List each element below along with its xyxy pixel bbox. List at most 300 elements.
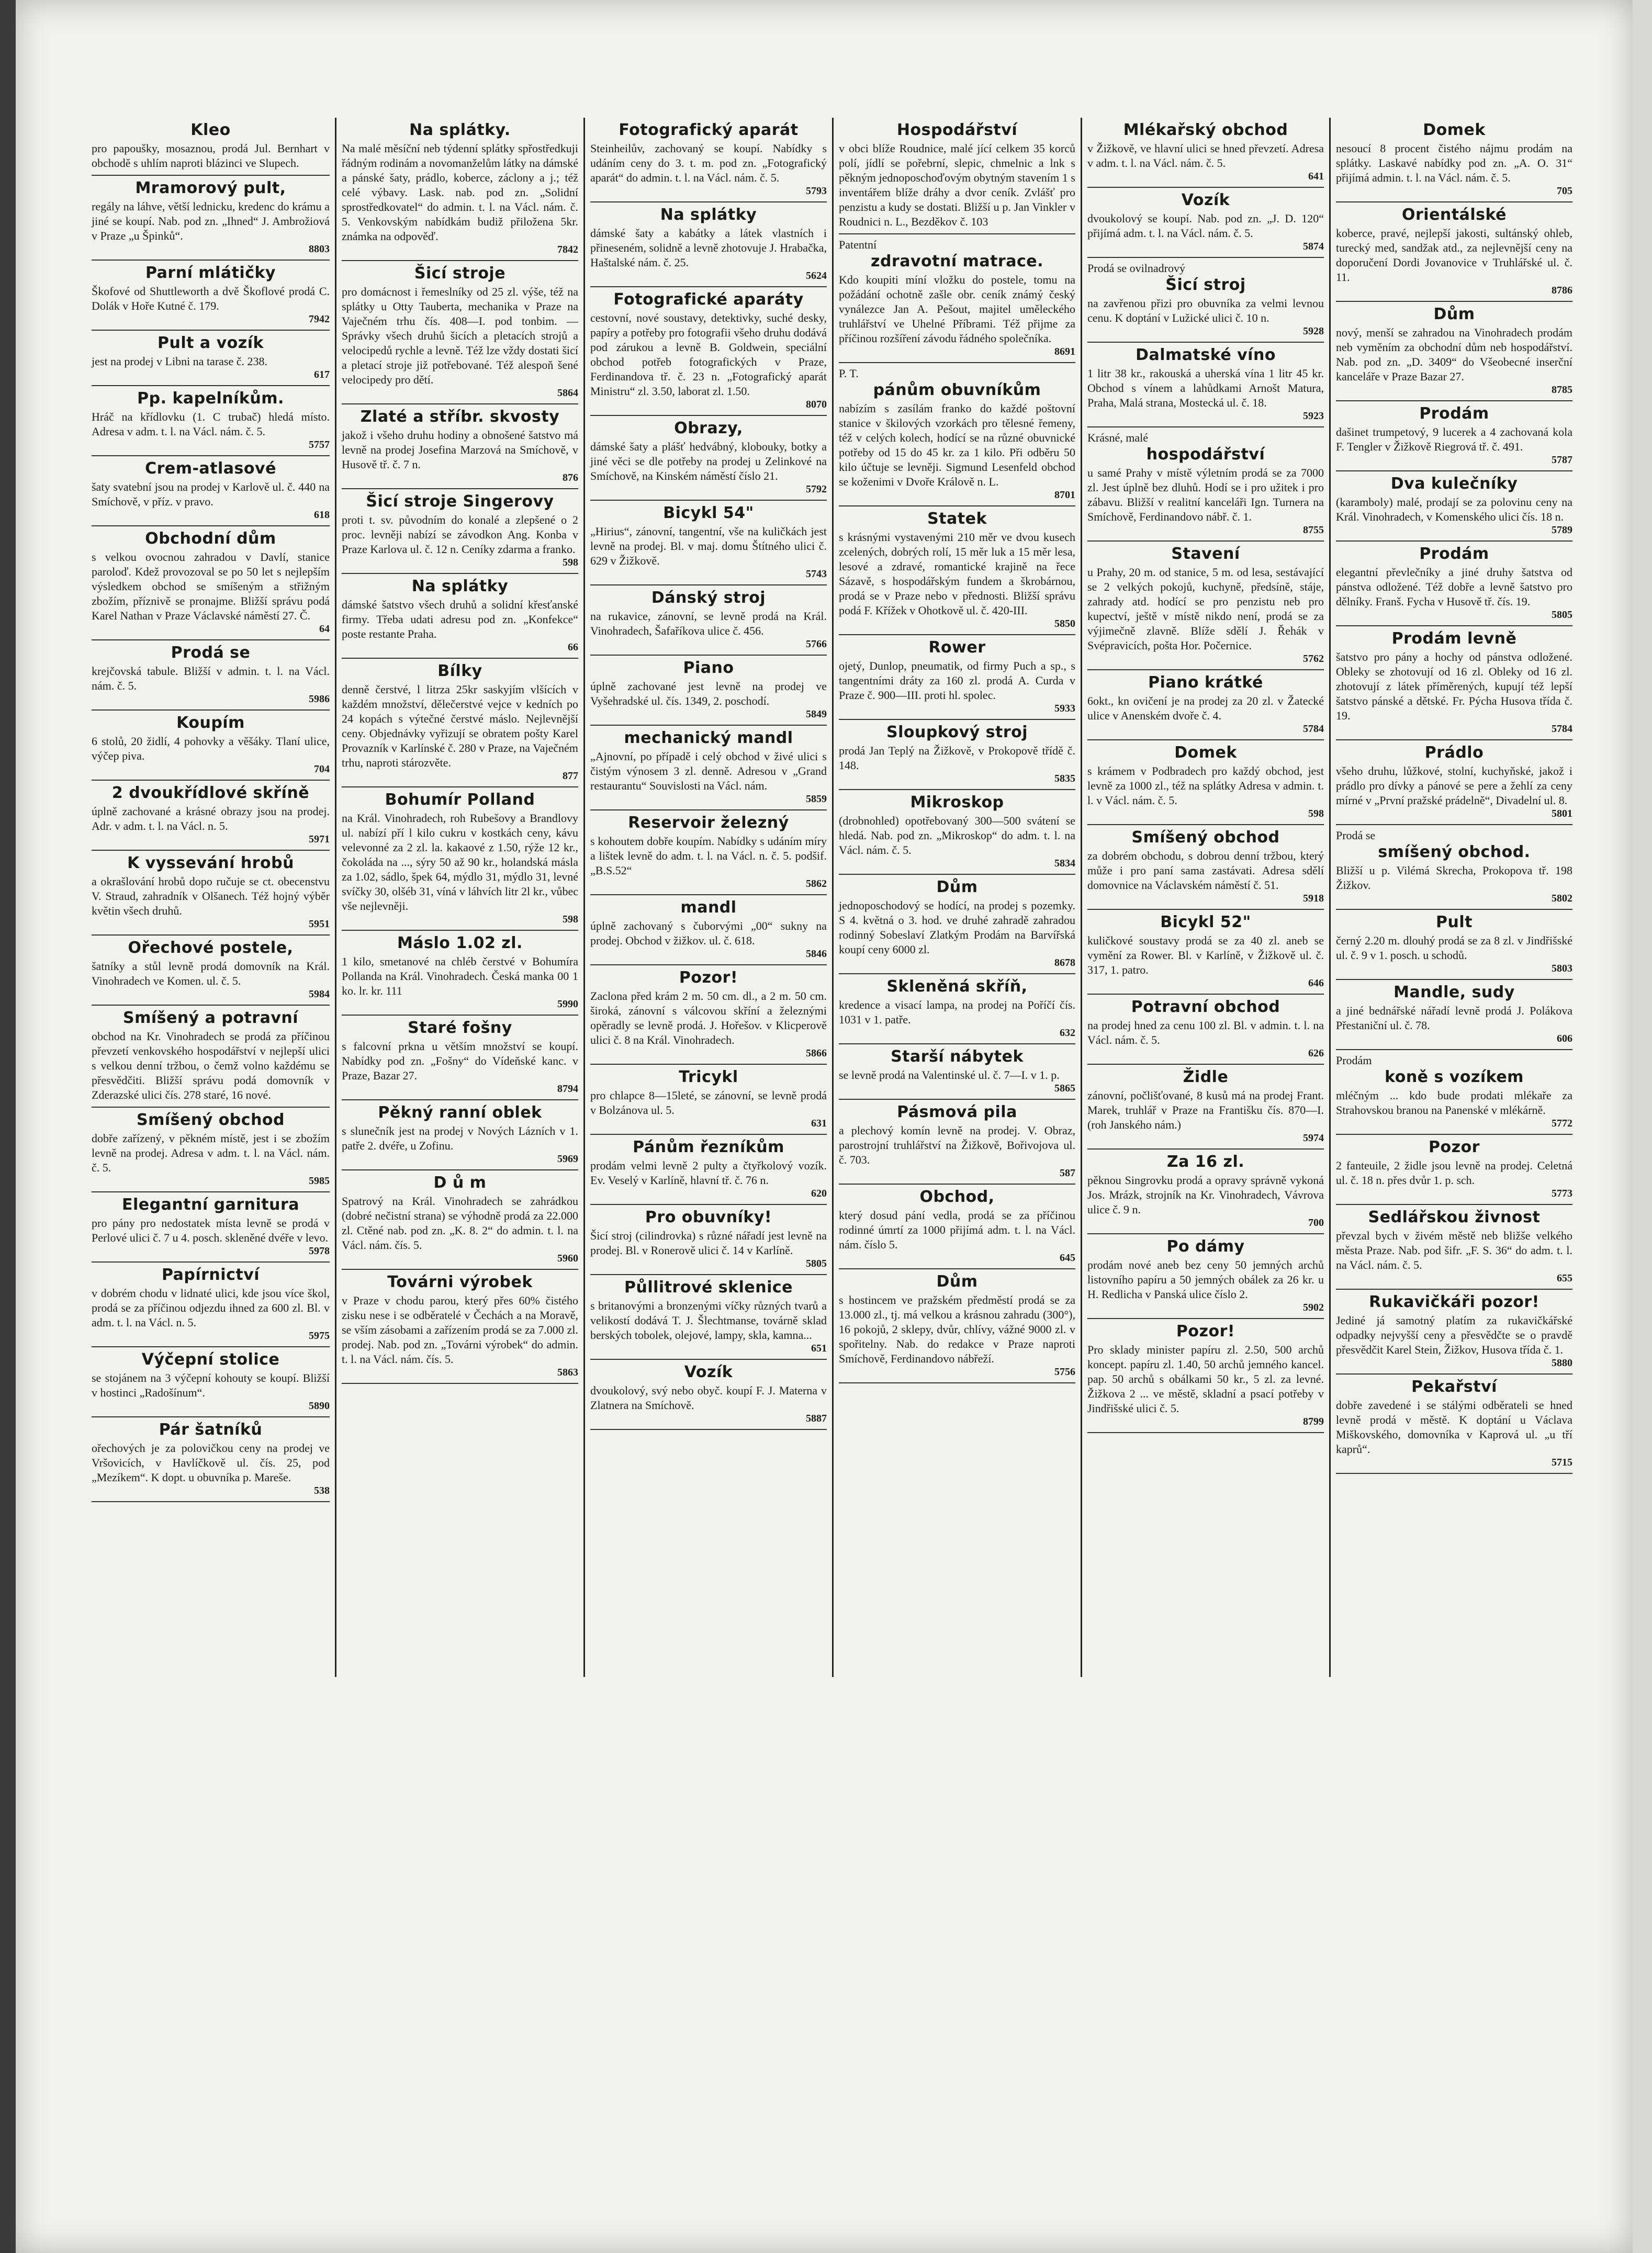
classified-ad	[342, 118, 578, 261]
ad-title: Pár šatníků	[159, 1421, 263, 1439]
ad-number: 5624	[806, 270, 827, 281]
ad-number: 5784	[1552, 723, 1572, 735]
ad-text: „Ajnovní, po případě i celý obchod v živé ulici s čistým výnosem 3 zl. denně. Adresou v „Grand restaurantu“ Souvislosti na Václ. nám.	[590, 750, 827, 792]
classified-ad	[342, 1016, 578, 1100]
ad-text: ojetý, Dunlop, pneumatik, od firmy Puch a sp., s tangentními dráty za 160 zl. prodá A. Curda v Praze č. 900—III. proti hl. spolec.	[839, 659, 1075, 702]
ad-text: dobře zavedené i se stálými odběrateli se hned levně prodá v městě. K doptání u Václava Miškovského, domovníka v Kaprová ul. „u tří kaprů“.	[1336, 1399, 1572, 1456]
ad-title: koně s vozíkem	[1385, 1068, 1524, 1086]
ad-number: 5846	[806, 948, 827, 960]
ad-text: denně čerstvé, l litrza 25kr saskyjím vlšících v každém množství, dělečerstvé vejce v kedních po 24 kopách s výtečné čerstvé máslo. Nejlevnější ceny. Objednávky vyřizují se obratem pošty Karel Provazník v Karlínské č. 280 v Praze, na Vaječném trhu, naproti stározvěte.	[342, 683, 578, 769]
ad-number: 5984	[309, 988, 330, 1000]
classified-ad	[839, 1044, 1075, 1100]
ad-text: Hráč na křídlovku (1. C trubač) hledá místo. Adresa v adm. t. l. na Václ. nám. č. 5.	[92, 410, 330, 438]
ad-text: na Král. Vinohradech, roh Rubešovy a Brandlovy ul. nabízí pří l kilo cukru v kostkách ceny, kávu velevonné za 2 zl. la. kakaové z 1.50, rýže 12 kr., čokoláda na ..., sýry 50 až 90 kr., holandská másla za 1.02, sádlo, špek 64, mýdlo 31, mýdlo 31, levné svíčky 30, olšéb 31, víná v láhvích litr 2l kr., vůbec vše nejlevněji.	[342, 812, 578, 913]
ad-title: hospodářství	[1146, 445, 1265, 464]
classified-ad	[342, 574, 578, 659]
ad-title: Továrni výrobek	[387, 1273, 533, 1291]
classified-ad	[92, 1006, 330, 1108]
ad-number: 5918	[1303, 893, 1324, 904]
ad-text: na prodej hned za cenu 100 zl. Bl. v admin. t. l. na Václ. nám. č. 5.	[1087, 1019, 1324, 1046]
ad-number: 876	[563, 472, 578, 483]
classified-ad	[92, 331, 330, 386]
classified-ad	[1336, 740, 1572, 825]
ad-text: nabízím s zasílám franko do každé poštovní stanice v škilových vzorkách pro tělesné řemeny, též v celých kolech, hodící se na různé obuvnické potřeby od 15 do 45 kr. za 1 kilo. Při odběru 50 kilo účtuje se levněji. Sigmund Lesenfeld obchod se koženimi v Dvoře Králově n. L.	[839, 402, 1075, 488]
classified-ad	[92, 1347, 330, 1417]
ad-text: Na malé měsíční neb týdenní splátky spřostředkuji řádným rodinám a novomanželům látky na dámské a pánské šaty, prádlo, koberce, záclony a j.; též celé výbavy. Lask. nab. pod zn. „Solidní sprostředkovatel“ do admin. t. l. na Václ. nám. č. 5. Venkovským nabídkám budiž přiložena 5kr. známka na odpověď.	[342, 142, 578, 243]
ad-title: Dům	[936, 1272, 978, 1291]
ad-number: 5784	[1303, 723, 1324, 735]
classified-ad	[1087, 542, 1324, 670]
classified-ad	[590, 501, 827, 585]
ad-number: 618	[314, 509, 330, 521]
classified-ad	[590, 1205, 827, 1275]
classified-ad	[839, 790, 1075, 875]
ad-title: Pult	[1436, 913, 1473, 931]
ad-text: dámské šaty a kabátky a látek vlastních i přineseném, solidně a levně zhotovuje J. Hrabačka, Haštalské nám. č. 25.	[590, 227, 827, 269]
classified-ad	[1087, 670, 1324, 740]
classified-ad	[1087, 740, 1324, 825]
classified-ad	[92, 526, 330, 640]
ad-title: Šicí stroj	[1165, 276, 1246, 294]
classified-ad	[590, 726, 827, 810]
ad-text: na rukavice, zánovní, se levně prodá na Král. Vinohradech, Šafaříkova ulice č. 456.	[590, 610, 827, 637]
ad-number: 705	[1557, 185, 1572, 197]
ad-number: 641	[1308, 171, 1324, 182]
classified-ad	[839, 234, 1075, 363]
classified-ad	[839, 1269, 1075, 1383]
ad-number: 5835	[1054, 773, 1075, 784]
ad-title: Fotografické aparáty	[613, 290, 804, 309]
ad-number: 5902	[1303, 1302, 1324, 1313]
ad-number: 5762	[1303, 653, 1324, 664]
ad-title: Bicykl 52"	[1160, 913, 1251, 931]
ad-text: s kohoutem dobře koupím. Nabídky s udáním míry a lištek levně do adm. t. l. na Václ. n. č. 5. podšif. „B.S.52“	[590, 835, 827, 877]
ad-title: Orientálské	[1401, 206, 1507, 224]
ad-text: dámské šaty a plášť hedvábný, klobouky, botky a jiné věci se dle potřeby na prodej u Zelinkové na Smíchově, na Kinském náměstí číslo 21.	[590, 440, 827, 482]
ad-title: Reservoir železný	[628, 814, 789, 832]
ad-title: Pásmová pila	[897, 1103, 1017, 1121]
ad-title: Obchod,	[919, 1188, 995, 1206]
ad-title: Na splátky	[660, 206, 757, 224]
ad-text: Kdo koupiti míní vložku do postele, tomu na požádání ochotně zašle obr. ceník známý český vynálezce Jan A. Pešout, majitel uměleckého truhlářství ve Uhelné Příbrami. Též přijme za příčinou rozšíření závodu řádného společníka.	[839, 273, 1075, 345]
ad-text: dámské šatstvo všech druhů a solidní křesťanské firmy. Třeba udati adresu pod zn. „Konfekce“ poste restante Praha.	[342, 598, 578, 640]
ad-title: Fotografický aparát	[619, 121, 799, 139]
ad-text: 6okt., kn ovičení je na prodej za 20 zl. v Žatecké ulice v Anenském dvoře č. 4.	[1087, 694, 1324, 722]
classified-ad	[342, 1270, 578, 1384]
classified-ad	[839, 720, 1075, 790]
ad-text: převzal bych v živém městě neb bližše velkého města Praze. Nab. pod šifr. „F. S. 36“ do adm. t. l. na Václ. nám. č. 5.	[1336, 1229, 1572, 1271]
ad-pretitle: Prodá se	[1336, 829, 1376, 842]
ad-number: 626	[1308, 1047, 1324, 1059]
ad-number: 5951	[309, 918, 330, 930]
ad-title: Stavení	[1171, 545, 1240, 563]
ad-title: Ořechové postele,	[128, 939, 294, 957]
ad-text: na zavřenou přizi pro obuvníka za velmi levnou cenu. K doptání v Lužické ulici č. 10 n.	[1087, 297, 1324, 324]
ad-title: Statek	[927, 510, 987, 528]
ad-number: 8691	[1054, 346, 1075, 357]
ad-title: Na splátky.	[409, 121, 511, 139]
ad-number: 606	[1557, 1033, 1572, 1044]
ad-text: koberce, pravé, nejlepší jakosti, sultánský ohleb, turecký med, sandžak atd., za nejlevnější ceny na doporučení Dordi Jovanovice v Truhlářské ul. č. 11.	[1336, 227, 1572, 284]
ad-text: dobře zařízený, v pěkném místě, jest i se zbožím levně na prodej. Adresa v adm. t. l. na Václ. nám. č. 5.	[92, 1132, 330, 1174]
ad-text: a okrašlování hrobů dopo ručuje se ct. obecenstvu V. Straud, zahradník v Olšanech. Též hojný výběr květin všech druhů.	[92, 875, 330, 917]
ad-number: 5849	[806, 708, 827, 720]
ad-number: 8070	[806, 399, 827, 410]
ad-text: jest na prodej v Libni na tarase č. 238.	[92, 355, 268, 368]
classified-ad	[590, 416, 827, 501]
classified-ad	[1336, 1135, 1572, 1205]
ad-number: 5805	[806, 1258, 827, 1269]
ad-text: pěknou Singrovku prodá a opravy správně vykoná Jos. Mrázk, strojník na Kr. Vinohradech, Vávrova ulice č. 9 n.	[1087, 1174, 1324, 1216]
ad-pretitle: Prodá se ovilnadrový	[1087, 262, 1185, 275]
classified-ad	[342, 1100, 578, 1170]
column-4	[832, 118, 1081, 1677]
ad-number: 66	[568, 641, 578, 653]
ad-title: Smíšený obchod	[1131, 828, 1280, 847]
classified-ad	[1087, 1150, 1324, 1234]
ad-number: 5787	[1552, 454, 1572, 466]
ad-title: Židle	[1183, 1068, 1229, 1086]
ad-text: 1 litr 38 kr., rakouská a uherská vína 1 litr 45 kr. Obchod s vínem a lahůdkami Arnošt Matura, Praha, Malá strana, Mostecká ul. č. 18.	[1087, 367, 1324, 409]
classified-ad	[1336, 1290, 1572, 1375]
ad-title: Obchodní dům	[145, 530, 276, 548]
ad-text: zánovní, počlišťované, 8 kusů má na prodej Frant. Marek, truhlář v Praze na Františku čís. 870—I. (roh Janského nám.)	[1087, 1089, 1324, 1131]
ad-title: Pp. kapelníkům.	[137, 389, 284, 408]
ad-text: se levně prodá na Valentinské ul. č. 7—I. v 1. p.	[839, 1068, 1060, 1082]
ad-number: 5923	[1303, 410, 1324, 422]
ad-title: mandl	[680, 898, 737, 917]
ad-title: Staré fošny	[408, 1019, 512, 1037]
ad-text: Zaclona před krám 2 m. 50 cm. dl., a 2 m. 50 cm. široká, zánovní s válcovou skříní a železnými opěradly se levně prodá. J. Hořešov. v Klicperově ulici č. 8 na Král. Vinohradech.	[590, 989, 827, 1046]
ad-title: Koupím	[176, 714, 245, 732]
classified-ad	[342, 931, 578, 1016]
ad-title: Půllitrové sklenice	[624, 1278, 793, 1297]
classified-ad	[1336, 471, 1572, 542]
ad-number: 877	[563, 770, 578, 782]
ad-number: 8785	[1552, 384, 1572, 396]
ad-text: úplně zachované jest levně na prodej ve Vyšehradské ul. čís. 1349, 2. poschodí.	[590, 680, 827, 707]
ad-number: 5802	[1552, 893, 1572, 904]
ad-number: 5874	[1303, 241, 1324, 252]
ad-text: dvoukolový se koupí. Nab. pod zn. „J. D. 120“ přijímá adm. t. l. na Václ. nám. č. 5.	[1087, 212, 1324, 240]
ad-number: 5859	[806, 793, 827, 805]
ad-title: Papírnictví	[161, 1266, 260, 1284]
classified-ad	[1336, 401, 1572, 471]
ad-text: za dobrém obchodu, s dobrou denní tržbou, který může i pro paní sama zastávati. Adresa sdělí domovnice na Václavském náměstí č. 51.	[1087, 849, 1324, 892]
ad-text: dvoukolový, svý nebo obyč. koupí F. J. Materna v Zlatnera na Smíchově.	[590, 1384, 827, 1412]
classified-ad	[1336, 1205, 1572, 1290]
ad-title: Pozor!	[1176, 1322, 1235, 1340]
ad-number: 5978	[309, 1245, 330, 1257]
ad-text: Pro sklady minister papíru zl. 2.50, 500 archů koncept. papíru zl. 1.40, 50 archů jemného kancel. pap. 50 archů s obálkami 50 kr., 5 zl. za levné. Žižkova 2 ... ve městě, skladní a psací potřeby v Jindřišské ulici č. 5.	[1087, 1343, 1324, 1415]
ad-number: 5803	[1552, 963, 1572, 974]
ad-number: 5974	[1303, 1132, 1324, 1144]
ad-text: dašinet trumpetový, 9 lucerek a 4 zachovaná kola F. Tengler v Žižkově Riegrová tř. č. 491.	[1336, 425, 1572, 453]
classified-ad	[839, 1100, 1075, 1185]
classified-ad	[839, 118, 1075, 234]
classified-ad	[1087, 188, 1324, 258]
ad-number: 8794	[557, 1083, 578, 1095]
ad-number: 704	[314, 763, 330, 775]
ad-title: pánům obuvníkům	[873, 381, 1041, 399]
classified-ad	[92, 851, 330, 936]
ad-number: 5756	[1054, 1366, 1075, 1378]
classified-ad	[92, 1417, 330, 1502]
classified-ad	[342, 659, 578, 787]
classified-ad	[92, 118, 330, 176]
ad-text: Jediné já samotný platím za rukavičkářské odpadky nejvyšší ceny a přesvědčte se o pravdě přesvědčit Karel Stein, Žižkov, Husova třída č. 1.	[1336, 1314, 1572, 1356]
ad-title: Vozík	[684, 1363, 733, 1381]
ad-number: 8678	[1054, 957, 1075, 968]
ad-title: Mramorový pult,	[135, 179, 286, 197]
ad-number: 5805	[1552, 609, 1572, 621]
classified-ad	[1336, 910, 1572, 980]
ad-number: 5792	[806, 483, 827, 495]
ad-number: 5866	[806, 1047, 827, 1059]
ad-title: Šicí stroje	[414, 264, 506, 283]
ad-text: nesoucí 8 procent čistého nájmu prodám na splátky. Laskavé nabídky pod zn. „A. O. 31“ přijímá admin. t. l. na Václ. nám. č. 5.	[1336, 142, 1572, 184]
ad-title: Piano	[683, 659, 734, 677]
ad-text: cestovní, nové soustavy, detektivky, suché desky, papíry a potřeby pro fotografii všeho druhu dodává pod zárukou a levně B. Goldwein, speciální obchod potřeb fotografických v Praze, Ferdinandova tř. č. 23 n. „Fotografický aparát Ministru“ zl. 3.50, laborat zl. 1.50.	[590, 311, 827, 398]
column-1	[86, 118, 335, 1677]
ad-text: s falcovní prkna u větším množství se koupí. Nabídky pod zn. „Fošny“ do Vídeňské kanc. v Praze, Bazar 27.	[342, 1040, 578, 1082]
classified-ad	[839, 363, 1075, 506]
ad-number: 7842	[557, 244, 578, 255]
ad-text: „Hirius“, zánovní, tangentní, vše na kuličkách jest levně na prodej. Bl. v maj. domu Štítného ulici č. 629 v Žižkově.	[590, 525, 827, 567]
ad-text: s hostincem ve pražském předměstí prodá se za 13.000 zl., tj. má velkou a krásnou zahradu (300°), 16 pokojů, 2 sklepy, dvůr, chlívy, vážné 9000 zl. v spořitelny. Nab. do redakce v Praze naproti Smíchově, Ferdinandovo nábřeží.	[839, 1293, 1075, 1365]
ad-text: 6 stolů, 20 židlí, 4 pohovky a věšáky. Tlaní ulice, výčep piva.	[92, 735, 330, 762]
ad-number: 8803	[309, 243, 330, 255]
ad-text: úplně zachované a krásné obrazy jsou na prodej. Adr. v adm. t. l. na Václ. n. 5.	[92, 805, 330, 832]
classified-ad	[342, 404, 578, 489]
classified-ad	[92, 1263, 330, 1347]
ad-title: D ů m	[433, 1174, 487, 1192]
ad-text: v Žižkově, ve hlavní ulici se hned převzetí. Adresa v adm. t. l. na Václ. nám. č. 5.	[1087, 142, 1324, 170]
classified-ad	[590, 118, 827, 202]
ad-number: 620	[811, 1188, 827, 1199]
ad-text: prodám nové aneb bez ceny 50 jemných archů listovního papíru a 50 jemných obálek za 26 kr. u H. Redlicha v Panská ulice číslo 2.	[1087, 1258, 1324, 1301]
classified-ad	[1087, 118, 1324, 188]
ad-title: Pult a vozík	[158, 334, 264, 352]
classified-ad	[839, 635, 1075, 720]
classified-columns	[86, 118, 1578, 1677]
ad-number: 5801	[1552, 808, 1572, 819]
ad-title: Dům	[1433, 305, 1475, 323]
ad-text: černý 2.20 m. dlouhý prodá se za 8 zl. v Jindřišské ul. č. 9 v 1. posch. u schodů.	[1336, 934, 1572, 962]
ad-title: Hospodářství	[896, 121, 1018, 139]
ad-title: Obrazy,	[674, 419, 743, 437]
ad-text: kuličkové soustavy prodá se za 40 zl. aneb se vymění za Rower. Bl. v Karlíně, v Žižkově ul. č. 317, 1. patro.	[1087, 934, 1324, 976]
ad-number: 5715	[1552, 1457, 1572, 1468]
ad-number: 5865	[1054, 1083, 1075, 1094]
ad-title: Za 16 zl.	[1166, 1153, 1245, 1171]
ad-title: mechanický mandl	[624, 729, 793, 747]
ad-number: 598	[1308, 808, 1324, 819]
ad-title: Pozor	[1429, 1138, 1480, 1156]
ad-number: 645	[1060, 1252, 1075, 1264]
ad-number: 64	[319, 623, 330, 635]
classified-ad	[1336, 118, 1572, 202]
ad-title: Smíšený a potravní	[122, 1009, 299, 1027]
classified-ad	[92, 261, 330, 331]
ad-title: Skleněná skříň,	[886, 977, 1028, 996]
ad-title: Mlékařský obchod	[1123, 121, 1288, 139]
classified-ad	[1336, 202, 1572, 302]
ad-title: Dům	[936, 878, 978, 896]
classified-ad	[839, 974, 1075, 1044]
classified-ad	[1087, 1065, 1324, 1150]
column-5	[1081, 118, 1329, 1677]
classified-ad	[1087, 825, 1324, 910]
ad-number: 646	[1308, 977, 1324, 989]
ad-title: Dánský stroj	[651, 589, 766, 607]
page-edge-shadow	[0, 0, 16, 2253]
ad-title: Sloupkový stroj	[886, 723, 1028, 741]
ad-title: Bílky	[437, 662, 482, 680]
classified-ad	[1087, 1234, 1324, 1319]
classified-ad	[92, 456, 330, 526]
ad-text: u Prahy, 20 m. od stanice, 5 m. od lesa, sestávající se 2 velkých pokojů, kuchyně, předsíně, stáje, zahrady atd. hodící se pro penzistu neb pro kupectví, ještě v místě nikdo není, prodá se za výjimečně zlavně. Blíže sdělí J. Řehák v Svépravicích, pošta Hor. Počernice.	[1087, 566, 1324, 652]
ad-text: v Praze v chodu parou, který přes 60% čistého zisku nese i se odběratelé v Čechách a na Moravě, se vším zásobami a zařízením prodá se za 7.000 zl. prodej. Nab. pod zn. „Továrni výrobek“ do admin. t. l. na Václ. nám. čís. 5.	[342, 1294, 578, 1366]
ad-text: krejčovská tabule. Bližší v admin. t. l. na Václ. nám. č. 5.	[92, 664, 330, 692]
ad-title: Crem-atlasové	[145, 459, 276, 478]
ad-number: 655	[1557, 1272, 1572, 1284]
ad-number: 700	[1308, 1217, 1324, 1229]
classified-ad	[590, 810, 827, 895]
ad-number: 5975	[309, 1330, 330, 1342]
ad-text: Šicí stroj (cilindrovka) s různé nářadí jest levně na prodej. Bl. v Ronerově ulici č. 14 v Karlíně.	[590, 1229, 827, 1257]
ad-number: 5793	[806, 185, 827, 197]
ad-number: 5834	[1054, 858, 1075, 869]
ad-number: 5743	[806, 568, 827, 580]
ad-text: Steinheilův, zachovaný se koupí. Nabídky s udáním ceny do 3. t. m. pod zn. „Fotografický aparát“ do admin. t. l. na Václ. nám. č. 5.	[590, 142, 827, 184]
ad-number: 587	[1060, 1167, 1075, 1179]
ad-number: 651	[811, 1343, 827, 1354]
ad-text: kredence a visací lampa, na prodej na Poříčí čís. 1031 v 1. patře.	[839, 998, 1075, 1026]
ad-number: 5863	[557, 1367, 578, 1378]
ad-number: 5986	[309, 693, 330, 705]
ad-title: Výčepní stolice	[141, 1350, 280, 1369]
ad-title: Pěkný ranní oblek	[378, 1103, 542, 1122]
ad-number: 5773	[1552, 1188, 1572, 1199]
ad-number: 8786	[1552, 285, 1572, 296]
classified-ad	[1087, 995, 1324, 1065]
ad-pretitle: Krásné, malé	[1087, 431, 1149, 444]
ad-title: Prodám	[1419, 404, 1489, 423]
classified-ad	[590, 895, 827, 965]
ad-title: Na splátky	[411, 577, 509, 595]
classified-ad	[342, 1170, 578, 1270]
ad-text: regály na láhve, větší lednicku, kredenc do krámu a jiné se koupí. Nab. pod zn. „Ihned“ J. Ambrožiová v Praze „u Špinků“.	[92, 200, 330, 242]
ad-text: s krámem v Podbradech pro každý obchod, jest levně za 1000 zl., též na splátky Adresa v admin. t. l. v Václ. nám. č. 5.	[1087, 764, 1324, 807]
ad-number: 5766	[806, 638, 827, 650]
classified-ad	[92, 386, 330, 456]
ad-title: Pro obuvníky!	[645, 1208, 772, 1226]
ad-title: Mikroskop	[910, 793, 1004, 812]
ad-number: 5887	[806, 1413, 827, 1424]
ad-title: Dva kulečníky	[1390, 475, 1518, 493]
classified-ad	[1087, 910, 1324, 995]
classified-ad	[1336, 980, 1572, 1050]
ad-title: Starší nábytek	[891, 1047, 1024, 1066]
ad-text: Bližší u p. Vilémá Skrecha, Prokopova tř. 198 Žižkov.	[1336, 864, 1572, 892]
ad-title: Potravní obchod	[1131, 998, 1280, 1016]
classified-ad	[839, 1185, 1075, 1269]
ad-text: nový, menší se zahradou na Vinohradech prodám neb vyměním za obchodní dům neb hospodářství. Nab. pod zn. „D. 3409“ do Všeobecné inserční kanceláře v Praze Bazar 27.	[1336, 326, 1572, 383]
ad-number: 617	[314, 369, 330, 380]
ad-title: Po dámy	[1166, 1237, 1245, 1256]
ad-text: prodá Jan Teplý na Žižkově, v Prokopově třídě č. 148.	[839, 744, 1075, 772]
ad-title: Smíšený obchod	[136, 1111, 285, 1129]
ad-title: Sedlářskou živnost	[1368, 1208, 1541, 1226]
classified-ad	[342, 261, 578, 404]
ad-pretitle: P. T.	[839, 367, 859, 380]
classified-ad	[590, 656, 827, 726]
classified-ad	[590, 1065, 827, 1135]
ad-title: Prodá se	[171, 644, 251, 662]
classified-ad	[1336, 1375, 1572, 1474]
ad-number: 7942	[309, 313, 330, 325]
ad-text: v obci blíže Roudnice, malé jící celkem 35 korců polí, jídlí se pořebrní, slepic, chmelnic a lnk s pěkným jednoposchoďovým obytným stavením 1 s inventářem blíže dráhy a dvor ceník. Zvlášť pro penzistu a kudy se dostati. Bližší u p. Jan Vinkler v Roudnici n. L., Bezděkov č. 103	[839, 142, 1075, 228]
classified-ad	[342, 787, 578, 931]
ad-text: šatstvo pro pány a hochy od pánstva odložené. Obleky se zhotovují od 16 zl. Obleky od 16 zl. zhotovují z látek příměrených, kupují též lepší šatstvo pánské a dětské. Fr. Pýcha Husova třída č. 19.	[1336, 650, 1572, 722]
ad-number: 5880	[1552, 1357, 1572, 1369]
ad-pretitle: Patentní	[839, 238, 877, 251]
ad-text: v dobrém chodu v lidnaté ulici, kde jsou více škol, prodá se za příčinou odjezdu ihned za 600 zl. Bl. v adm. t. l. na Václ. n. 5.	[92, 1287, 330, 1329]
ad-text: jednoposchodový se hodící, na prodej s pozemky. S 4. květná o 3. hod. ve druhé zahradě zahradou rodinný Sobeslaví Zlatkým Prodám na Barvířská koupí ceny 6000 zl.	[839, 899, 1075, 956]
ad-title: zdravotní matrace.	[871, 252, 1043, 271]
classified-ad	[590, 1135, 827, 1205]
classified-ad	[92, 936, 330, 1006]
classified-ad	[1336, 302, 1572, 401]
ad-number: 632	[1060, 1027, 1075, 1039]
classified-ad	[1336, 626, 1572, 740]
classified-ad	[92, 1192, 330, 1263]
ad-title: Mandle, sudy	[1393, 983, 1515, 1001]
ad-title: 2 dvoukřídlové skříně	[111, 784, 310, 802]
column-3	[583, 118, 832, 1677]
ad-number: 598	[563, 914, 578, 925]
classified-ad	[839, 506, 1075, 635]
ad-text: obchod na Kr. Vinohradech se prodá za příčinou převzetí venkovského hospodářství v nejlepší ulici s velkou denní tržbou, o čemž volno každému se přesvědčiti. Bližší správu podá domovník v Zderazské ulici čís. 278 staré, 16 nové.	[92, 1030, 330, 1101]
ad-number: 598	[563, 557, 578, 568]
classified-ad	[92, 711, 330, 781]
ad-title: Pánům řezníkům	[633, 1138, 784, 1156]
classified-ad	[92, 176, 330, 261]
classified-ad	[92, 781, 330, 851]
ad-text: s krásnými vystavenými 210 měr ve dvou kusech zcelených, dobrých rolí, 15 měr luk a 15 měr lesa, lesové a zdravé, romantické krajině na řece Sázavě, s hospodářským fundem a škrobárnou, prodá se v Praze nebo v přednosti. Bližší správu podá F. Křížek v Ohotkově ul. č. 420-III.	[839, 531, 1075, 617]
classified-ad	[342, 489, 578, 574]
classified-ad	[1087, 1319, 1324, 1433]
ad-text: 1 kilo, smetanové na chléb čerstvé v Bohumíra Pollanda na Král. Vinohradech. Česká manka 00 1 ko. lr. kr. 111	[342, 955, 578, 997]
ad-title: Pozor!	[679, 968, 738, 987]
classified-ad	[839, 875, 1075, 974]
ad-number: 5772	[1552, 1118, 1572, 1129]
ad-pretitle: Prodám	[1336, 1054, 1372, 1067]
ad-title: Bohumír Polland	[385, 791, 535, 809]
ad-text: pro pány pro nedostatek místa levně se prodá v Perlové ulici č. 7 u 4. posch. skleněné dvéře v levo.	[92, 1216, 330, 1244]
ad-text: všeho druhu, lůžkové, stolní, kuchyňské, jakož i prádlo pro dívky a pánové se pere a žehlí za ceny mírné v „První pražské prádelně“, Divadelní ul. 8.	[1336, 764, 1572, 807]
ad-title: Kleo	[190, 121, 231, 139]
ad-number: 8799	[1303, 1416, 1324, 1427]
ad-text: s britanovými a bronzenými víčky různých tvarů a velikostí dodává T. J. Šlechtmanse, továrně sklad berských tobolek, olejové, lampy, skla, kamna...	[590, 1299, 827, 1342]
ad-text: Škofové od Shuttleworth a dvě Škoflové prodá C. Dolák v Hoře Kutné č. 179.	[92, 285, 330, 312]
ad-title: Bicykl 54"	[663, 504, 754, 522]
classified-ad	[1087, 343, 1324, 427]
ad-text: šatníky a stůl levně prodá domovník na Král. Vinohradech ve Komen. ul. č. 5.	[92, 960, 330, 987]
ad-title: Prádlo	[1424, 744, 1484, 762]
ad-number: 5890	[309, 1400, 330, 1412]
